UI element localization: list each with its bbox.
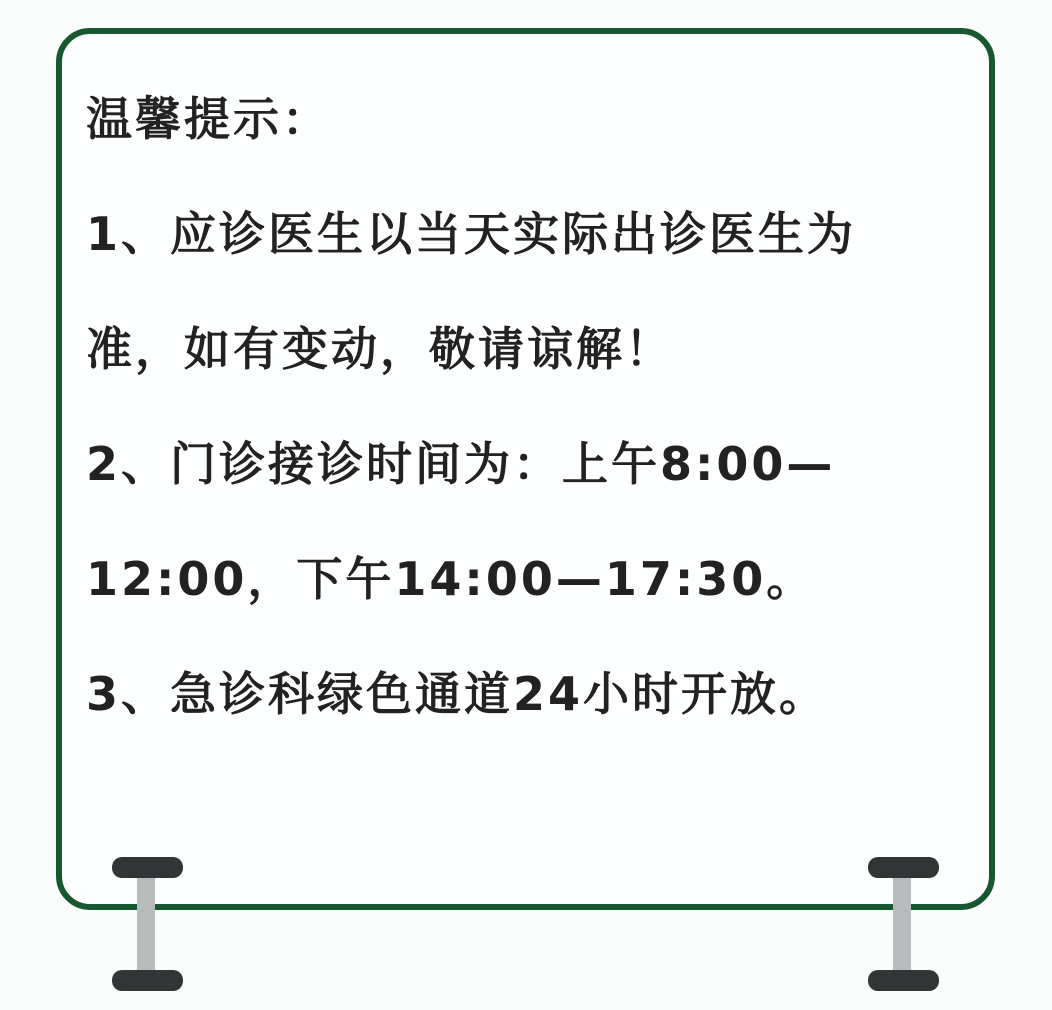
stand-leg-right — [868, 857, 939, 993]
notice-line: 准，如有变动，敬请谅解！ — [86, 322, 674, 376]
notice-line: 3、急诊科绿色通道24小时开放。 — [86, 667, 829, 721]
leg-top-clamp — [112, 857, 183, 878]
leg-foot — [868, 970, 939, 991]
stand-leg-left — [112, 857, 183, 993]
leg-pole — [893, 866, 911, 983]
notice-line: 1、应诊医生以当天实际出诊医生为 — [86, 207, 857, 261]
notice-line: 2、门诊接诊时间为：上午8:00— — [86, 437, 836, 491]
notice-line: 12:00，下午14:00—17:30。 — [86, 552, 816, 606]
notice-text-block — [62, 34, 989, 752]
leg-pole — [137, 866, 155, 983]
notice-title: 温馨提示： — [86, 92, 331, 146]
leg-top-clamp — [868, 857, 939, 878]
notice-board — [56, 28, 995, 910]
leg-foot — [112, 970, 183, 991]
